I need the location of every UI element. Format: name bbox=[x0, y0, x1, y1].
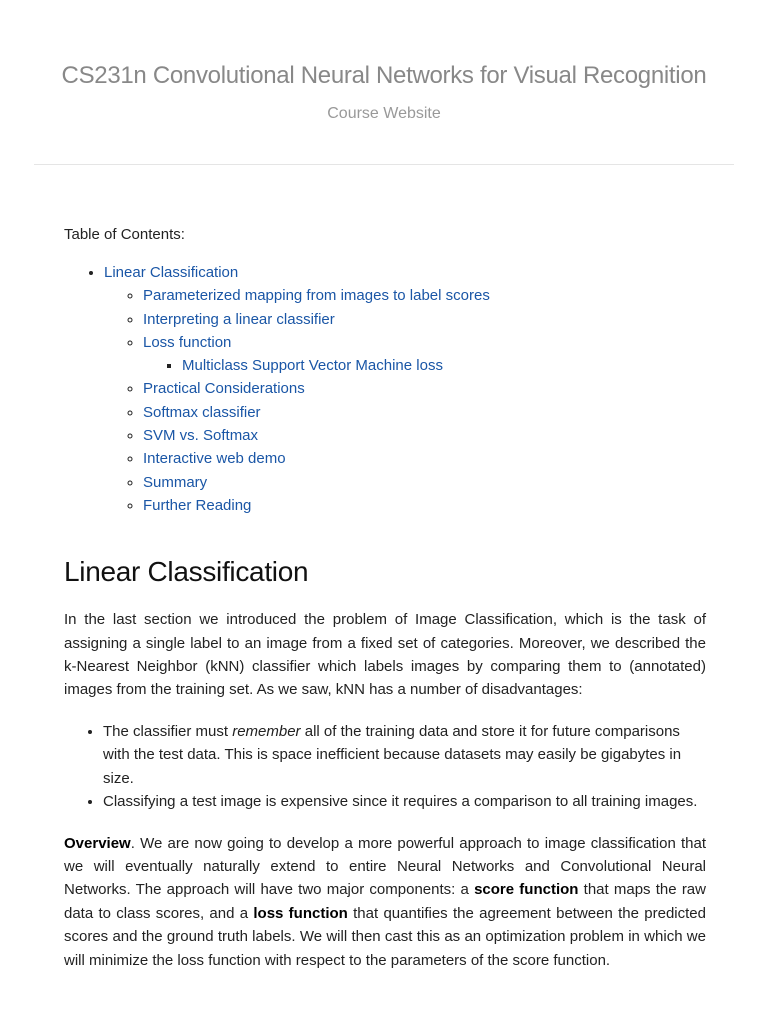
bullet-text: all of the training data and store it for future comparisons with the test data. This is space inefficient because datasets may easily be gigabytes in size. bbox=[103, 722, 682, 787]
disadvantages-list bbox=[64, 720, 706, 814]
toc-link-practical[interactable]: Practical Considerations bbox=[143, 380, 305, 398]
toc-item bbox=[104, 261, 706, 517]
toc-item bbox=[143, 331, 706, 378]
emphasis-text: remember bbox=[232, 722, 301, 740]
toc-item bbox=[143, 447, 706, 470]
toc-link-svm-loss[interactable]: Multiclass Support Vector Machine loss bbox=[182, 357, 443, 375]
bullet-text: The classifier must bbox=[103, 722, 233, 740]
intro-paragraph: In the last section we introduced the problem of Image Classification, which is the task of assigning a single label to an image from a fixed set of categories. Moreover, we described the k-Nearest Neighbor (kNN) classifier which labels images by comparing them to (annotated) images from the training set. As we saw, kNN has a number of disadvantages: bbox=[64, 611, 706, 699]
toc-link-linear-classification[interactable]: Linear Classification bbox=[104, 264, 239, 281]
paragraph-text: that quantifies the agreement between the predicted scores and the ground truth labels. We will then cast this as an optimization problem in which we will minimize the loss function with respect to the parameters of the score function. bbox=[64, 904, 706, 969]
table-of-contents bbox=[64, 261, 706, 517]
toc-item bbox=[143, 284, 706, 307]
term-score-function: score function bbox=[474, 881, 579, 899]
overview-lead: Overview bbox=[64, 834, 131, 852]
toc-item bbox=[143, 308, 706, 331]
toc-link-web-demo[interactable]: Interactive web demo bbox=[143, 450, 286, 468]
toc-link-further-reading[interactable]: Further Reading bbox=[143, 496, 252, 514]
overview-paragraph bbox=[64, 832, 706, 972]
toc-link-summary[interactable]: Summary bbox=[143, 473, 208, 491]
site-title[interactable]: CS231n Convolutional Neural Networks for Visual Recognition bbox=[61, 62, 707, 89]
list-item: • Classifying a test image is expensive since it requires a comparison to all training images. bbox=[103, 790, 706, 813]
list-item bbox=[103, 720, 706, 790]
toc-item bbox=[143, 424, 706, 447]
paragraph-text: . We are now going to develop a more powerful approach to image classification that we will eventually naturally extend to entire Neural Networks and Convolutional Neural Networks. The approach will have two major components: a bbox=[64, 834, 706, 899]
toc-item bbox=[182, 354, 706, 377]
toc-link-parameterized-mapping[interactable]: Parameterized mapping from images to label scores bbox=[143, 287, 490, 305]
toc-label: Table of Contents: bbox=[64, 226, 185, 243]
toc-item bbox=[143, 401, 706, 424]
main-content bbox=[0, 225, 768, 972]
toc-item bbox=[143, 377, 706, 400]
toc-item bbox=[143, 494, 706, 517]
toc-link-svm-vs-softmax[interactable]: SVM vs. Softmax bbox=[143, 427, 259, 445]
section-heading: Linear Classification bbox=[64, 556, 309, 588]
toc-link-interpreting[interactable]: Interpreting a linear classifier bbox=[143, 310, 335, 328]
toc-link-softmax[interactable]: Softmax classifier bbox=[143, 403, 261, 421]
paragraph-text: that maps the raw data to class scores, and a bbox=[64, 881, 706, 922]
toc-item bbox=[143, 471, 706, 494]
term-loss-function: loss function bbox=[253, 904, 348, 922]
site-header bbox=[34, 0, 734, 165]
site-subtitle[interactable]: Course Website bbox=[327, 105, 441, 122]
toc-link-loss-function[interactable]: Loss function bbox=[143, 333, 232, 351]
